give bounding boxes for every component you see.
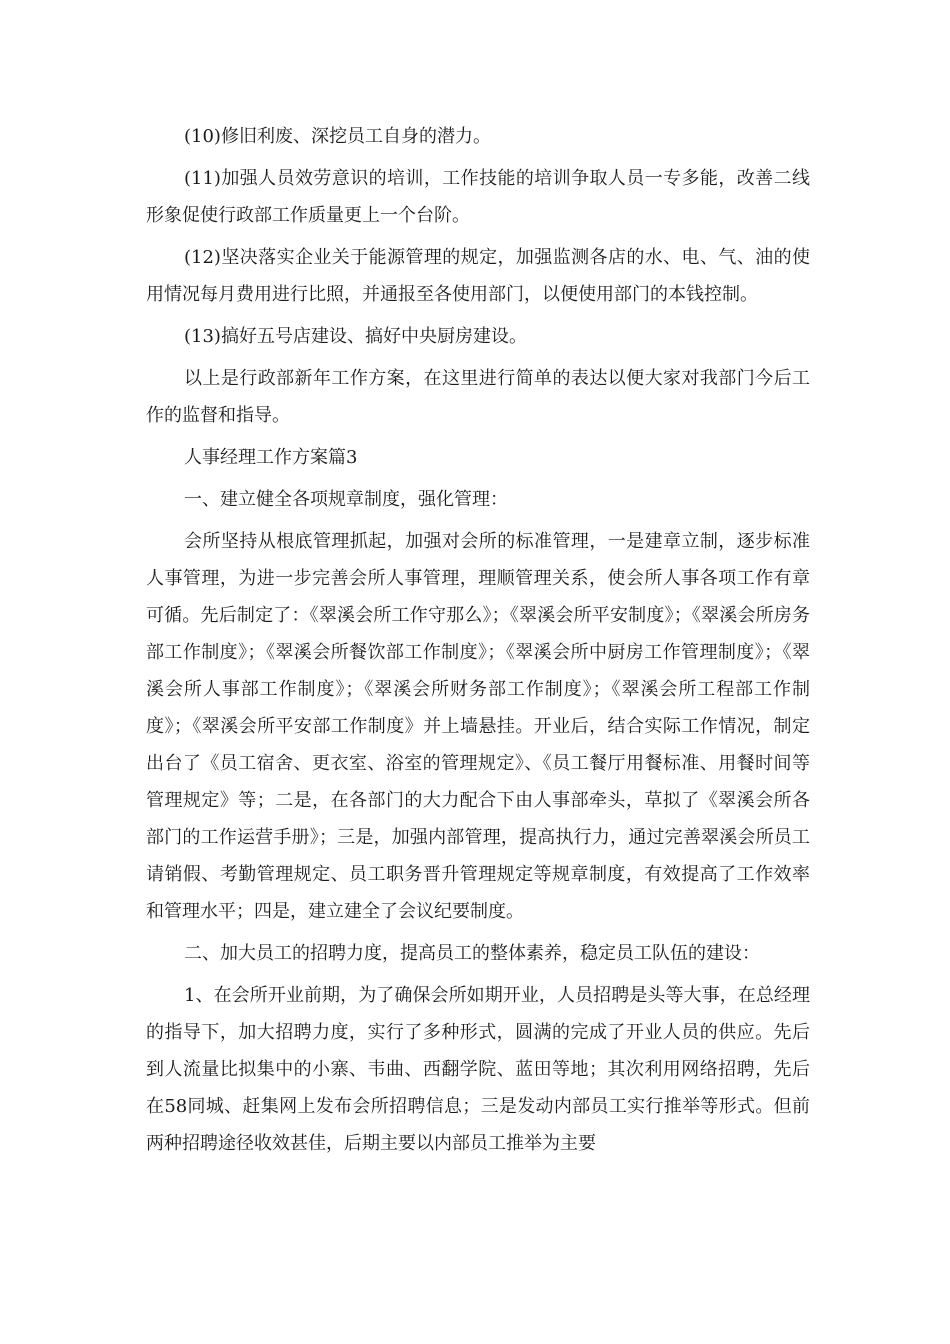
- paragraph-recruitment: 1、在会所开业前期，为了确保会所如期开业，人员招聘是头等大事，在总经理的指导下，加大招聘力度，实行了多种形式，圆满的完成了开业人员的供应。先后到人流量比拟集中的小寨、韦曲、西翻学院、蓝田等地；其次利用网络招聘，先后在58同城、赶集网上发布会所招聘信息；三是发动内部员工实行推举等形式。但前两种招聘途径收效甚佳，后期主要以内部员工推举为主要: [146, 985, 810, 1154]
- document-body: [146, 118, 810, 1162]
- paragraph-item-13: (13)搞好五号店建设、搞好中央厨房建设。: [184, 326, 527, 347]
- paragraph-rules: 会所坚持从根底管理抓起，加强对会所的标准管理，一是建章立制，逐步标准人事管理，为进一步完善会所人事管理，理顺管理关系，使会所人事各项工作有章可循。先后制定了：《翠溪会所工作守那么》；《翠溪会所平安制度》；《翠溪会所房务部工作制度》；《翠溪会所餐饮部工作制度》；《翠溪会所中厨房工作管理制度》；《翠溪会所人事部工作制度》；《翠溪会所财务部工作制度》；《翠溪会所工程部工作制度》；《翠溪会所平安部工作制度》并上墙悬挂。开业后，结合实际工作情况，制定出台了《员工宿舍、更衣室、浴室的管理规定》、《员工餐厅用餐标准、用餐时间等管理规定》等；二是，在各部门的大力配合下由人事部牵头，草拟了《翠溪会所各部门的工作运营手册》；三是，加强内部管理，提高执行力，通过完善翠溪会所员工请销假、考勤管理规定、员工职务晋升管理规定等规章制度，有效提高了工作效率和管理水平；四是，建立建全了会议纪要制度。: [146, 531, 810, 922]
- subheading-one: 一、建立健全各项规章制度，强化管理：: [184, 489, 508, 510]
- section-heading: 人事经理工作方案篇3: [184, 447, 358, 468]
- paragraph-item-10: (10)修旧利废、深挖员工自身的潜力。: [184, 126, 491, 147]
- paragraph-item-12: (12)坚决落实企业关于能源管理的规定，加强监测各店的水、电、气、油的使用情况每月费用进行比照，并通报至各使用部门，以便使用部门的本钱控制。: [146, 247, 810, 305]
- subheading-two: 二、加大员工的招聘力度，提高员工的整体素养，稳定员工队伍的建设：: [184, 943, 760, 964]
- paragraph-summary: 以上是行政部新年工作方案，在这里进行简单的表达以便大家对我部门今后工作的监督和指导。: [146, 368, 810, 426]
- paragraph-item-11: (11)加强人员效劳意识的培训，工作技能的培训争取人员一专多能，改善二线形象促使行政部工作质量更上一个台阶。: [146, 168, 810, 226]
